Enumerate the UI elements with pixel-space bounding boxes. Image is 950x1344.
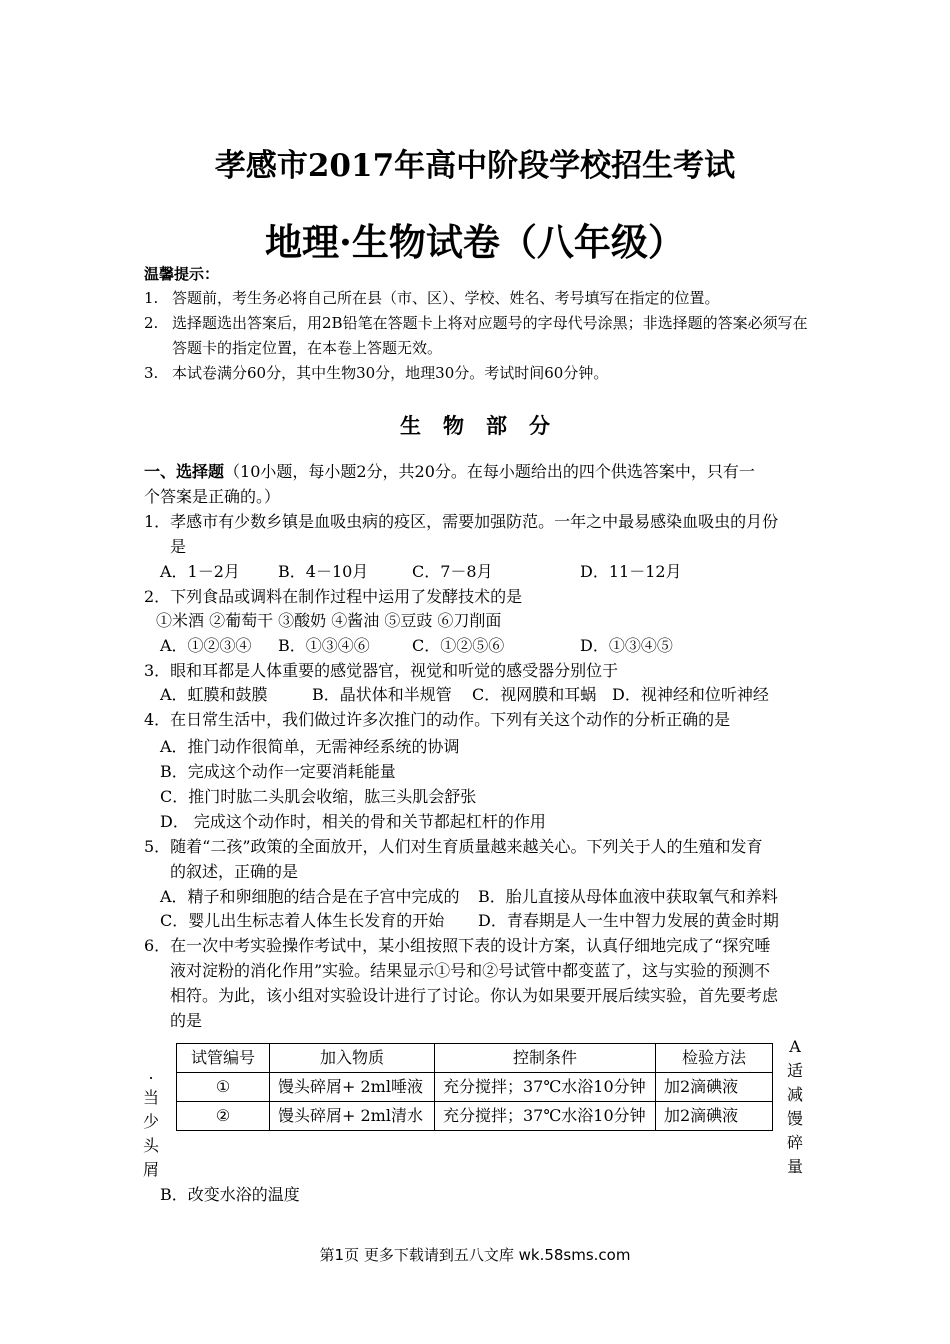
- q1-option-a: A．1－2月: [160, 562, 240, 581]
- q4-option-c: C．推门时肱二头肌会收缩，肱三头肌会舒张: [160, 787, 477, 806]
- table-row: [177, 1102, 773, 1131]
- q2-option-c: C．①②⑤⑥: [412, 636, 505, 655]
- q5-option-a: A．精子和卵细胞的结合是在子宫中完成的: [160, 887, 460, 906]
- q4-option-d: D． 完成这个动作时，相关的骨和关节都起杠杆的作用: [160, 812, 546, 831]
- q3-option-d: D．视神经和位听神经: [612, 685, 769, 704]
- q2-option-b: B．①③④⑥: [278, 636, 370, 655]
- question-1: 1．孝感市有少数乡镇是血吸虫病的疫区，需要加强防范。一年之中最易感染血吸虫的月份: [144, 512, 779, 531]
- q5-option-b: B．胎儿直接从母体血液中获取氧气和养料: [478, 887, 778, 906]
- q6-side-char: A: [789, 1037, 801, 1056]
- table-cell: ①: [177, 1073, 270, 1102]
- table-cell: 加2滴碘液: [656, 1102, 773, 1131]
- paper-subtitle: 地理·生物试卷（八年级）: [265, 220, 685, 264]
- q6-side-char: 馒: [786, 1109, 803, 1128]
- experiment-table: [176, 1043, 773, 1131]
- part-heading: [144, 460, 755, 484]
- table-cell: 加2滴碘液: [656, 1073, 773, 1102]
- question-6-cont: 相符。为此，该小组对实验设计进行了讨论。你认为如果要开展后续实验，首先要考虑: [170, 986, 779, 1005]
- table-cell: 充分搅拌；37℃水浴10分钟: [435, 1073, 656, 1102]
- q4-option-b: B．完成这个动作一定要消耗能量: [160, 762, 396, 781]
- table-row: [177, 1073, 773, 1102]
- exam-title: 孝感市2017年高中阶段学校招生考试: [214, 148, 736, 184]
- question-5: 5．随着“二孩”政策的全面放开，人们对生育质量越来越关心。下列关于人的生殖和发育: [144, 837, 763, 856]
- table-cell: 馒头碎屑+ 2ml唾液: [270, 1073, 435, 1102]
- q5-option-c: C．婴儿出生标志着人体生长发育的开始: [160, 911, 445, 930]
- tip-item: 1. 答题前，考生务必将自己所在县（市、区）、学校、姓名、考号填写在指定的位置。: [144, 289, 720, 307]
- table-cell: 馒头碎屑+ 2ml清水: [270, 1102, 435, 1131]
- question-6: 6．在一次中考实验操作考试中，某小组按照下表的设计方案，认真仔细地完成了“探究唾: [144, 936, 771, 955]
- table-header: 试管编号: [177, 1044, 270, 1073]
- table-header-row: [177, 1044, 773, 1073]
- tip-item: 3. 本试卷满分60分，其中生物30分，地理30分。考试时间60分钟。: [144, 364, 609, 382]
- q1-option-b: B．4－10月: [278, 562, 369, 581]
- q6-side-char: 当: [142, 1088, 159, 1107]
- question-2: 2．下列食品或调料在制作过程中运用了发酵技术的是: [144, 587, 523, 606]
- question-5-cont: 的叙述，正确的是: [170, 862, 299, 881]
- q2-option-a: A．①②③④: [160, 636, 252, 655]
- question-3: 3．眼和耳都是人体重要的感觉器官，视觉和听觉的感受器分别位于: [144, 661, 619, 680]
- table-header: 控制条件: [435, 1044, 656, 1073]
- q4-option-a: A．推门动作很简单，无需神经系统的协调: [160, 737, 460, 756]
- q3-option-c: C．视网膜和耳蜗: [472, 685, 597, 704]
- section-title: 生物部分: [400, 414, 572, 438]
- tips-heading: 温馨提示：: [144, 265, 220, 283]
- q6-option-b: B．改变水浴的温度: [160, 1185, 300, 1204]
- question-1-cont: 是: [170, 537, 187, 556]
- q6-side-char: 减: [786, 1085, 803, 1104]
- q6-side-char: 屑: [142, 1160, 159, 1179]
- q6-side-char: 量: [786, 1157, 803, 1176]
- tip-item: 2. 选择题选出答案后，用2B铅笔在答题卡上将对应题号的字母代号涂黑；非选择题的答案必须写在答题卡的指定位置，在本卷上答题无效。: [144, 314, 808, 357]
- page-footer: 第1页 更多下载请到五八文库 wk.58sms.com: [319, 1246, 631, 1264]
- q6-side-char: 适: [786, 1061, 803, 1080]
- q6-side-char: 头: [142, 1136, 159, 1155]
- q3-option-a: A．虹膜和鼓膜: [160, 685, 268, 704]
- q2-option-d: D．①③④⑤: [580, 636, 673, 655]
- question-4: 4．在日常生活中，我们做过许多次推门的动作。下列有关这个动作的分析正确的是: [144, 710, 731, 729]
- part-label: 一、选择题: [144, 462, 225, 481]
- q2-items: ①米酒 ②葡萄干 ③酸奶 ④酱油 ⑤豆豉 ⑥刀削面: [156, 611, 502, 630]
- table-cell: ②: [177, 1102, 270, 1131]
- part-desc: （10小题，每小题2分，共20分。在每小题给出的四个供选答案中，只有一: [224, 462, 755, 481]
- table-header: 加入物质: [270, 1044, 435, 1073]
- question-6-cont: 的是: [170, 1011, 203, 1030]
- q5-option-d: D．青春期是人一生中智力发展的黄金时期: [478, 911, 779, 930]
- question-6-cont: 液对淀粉的消化作用”实验。结果显示①号和②号试管中都变蓝了，这与实验的预测不: [170, 961, 771, 980]
- q1-option-c: C．7－8月: [412, 562, 493, 581]
- q1-option-d: D．11－12月: [580, 562, 682, 581]
- q6-side-char: 碎: [786, 1133, 803, 1152]
- q6-side-char: 少: [142, 1112, 159, 1131]
- table-cell: 充分搅拌；37℃水浴10分钟: [435, 1102, 656, 1131]
- table-header: 检验方法: [656, 1044, 773, 1073]
- q3-option-b: B．晶状体和半规管: [312, 685, 452, 704]
- part-desc-2: 个答案是正确的。）: [144, 487, 281, 506]
- q6-side-char: .: [148, 1064, 154, 1083]
